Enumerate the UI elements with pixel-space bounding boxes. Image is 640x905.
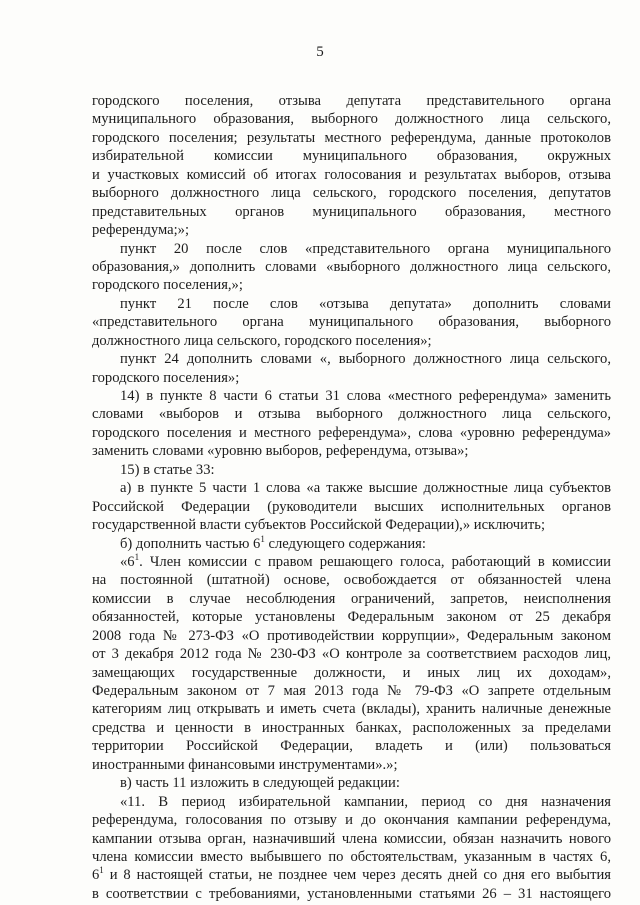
text-line: замещающих государственные должности, и иных лиц их доходам», [92,664,611,681]
text-line: референдума, голосования по отзыву и до окончания кампании референдума, [92,812,611,829]
text-line: в) часть 11 изложить в следующей редакции: [120,775,400,792]
text-line: городского поселения; результаты местного референдума, данные протоколов [92,129,611,146]
text-line: в соответствии с требованиями, установленными статьями 26 – 31 настоящего [92,885,611,902]
text-line: пункт 21 после слов «отзыва депутата» дополнить словами [120,295,611,312]
text-line: «$6^1$. Член комиссии с правом решающего голоса, работающий в комиссии [120,551,611,570]
text-line: территории Российской Федерации, владеть и (или) пользоваться [92,738,611,755]
text-line: представительных органов муниципального образования, местного [92,203,611,220]
text-line: пункт 20 после слов «представительного органа муниципального [120,240,611,257]
text-line: и участковых комиссий об итогах голосования и результатах выборов, отзыва [92,166,611,183]
text-line: пункт 24 дополнить словами «, выборного должностного лица сельского, [120,351,611,368]
text-line: на постоянной (штатной) основе, освобождается от обязанностей члена [92,572,611,589]
text-line: городского поселения и местного референдума», слова «уровню референдума» [92,424,611,441]
text-line: «представительного органа муниципального образования, выборного [92,314,611,331]
text-line: комиссии в случае несоблюдения ограничений, запретов, неисполнения [92,590,611,607]
text-line: «11. В период избирательной кампании, период со дня назначения [120,793,611,810]
text-line: Федеральным законом от 7 мая 2013 года № 79-ФЗ «О запрете отдельным [92,683,611,699]
text-line: городского поселения, отзыва депутата представительного органа [92,93,611,109]
text-line: заменить словами «уровню выборов, референдума, отзыва»; [92,443,469,460]
text-line: кампании отзыва орган, назначивший члена комиссии, обязан назначить нового [92,830,611,847]
text-line: $6^1$ и 8 настоящей статьи, не позднее чем через десять дней со дня его выбытия [92,865,611,884]
superscript: 1 [99,865,104,876]
page-number: 5 [316,44,324,60]
text-line: 15) в статье 33: [120,461,215,478]
text-line: избирательной комиссии муниципального образования, окружных [92,148,611,165]
document-body [92,92,611,903]
text-line: государственной власти субъектов Российской Федерации),» исключить; [92,517,546,534]
text-line: 2008 года № 273-ФЗ «О противодействии коррупции», Федеральным законом [92,627,611,644]
text-line: от 3 декабря 2012 года № 230-ФЗ «О контроле за соответствием расходов лиц, [92,646,611,663]
text-line: словами «выборов и отзыва выборного должностного лица сельского, [92,406,611,423]
superscript: 1 [260,533,265,544]
text-line: обязанностей, которые установлены Федеральным законом от 25 декабря [92,609,611,626]
text-line: средства и ценности в иностранных банках, расположенных за пределами [92,719,611,736]
text-line: должностного лица сельского, городского поселения»; [92,332,432,349]
superscript: 1 [134,551,140,562]
text-line: члена комиссии вместо выбывшего по обстоятельствам, указанным в частях 6, [92,848,611,865]
text-line: референдума;»; [92,222,190,239]
text-line: иностранными финансовыми инструментами».»; [92,756,398,773]
text-line: 14) в пункте 8 части 6 статьи 31 слова «местного референдума» заменить [120,388,611,404]
text-line: образования,» дополнить словами «выборного должностного лица сельского, [92,258,611,275]
text-line: категориям лиц открывать и иметь счета (вклады), хранить наличные денежные [92,701,611,718]
text-line: а) в пункте 5 части 1 слова «а также высшие должностные лица субъектов [120,480,611,497]
text-line: муниципального образования, выборного должностного лица сельского, [92,111,611,128]
text-line: Российской Федерации (руководители высших исполнительных органов [92,498,611,515]
text-line: выборного должностного лица сельского, городского поселения, депутатов [92,185,611,202]
text-line: городского поселения,»; [92,277,243,294]
text-line: городского поселения»; [92,369,240,386]
text-line: б) дополнить частью $6^1$ следующего содержания: [120,533,426,552]
